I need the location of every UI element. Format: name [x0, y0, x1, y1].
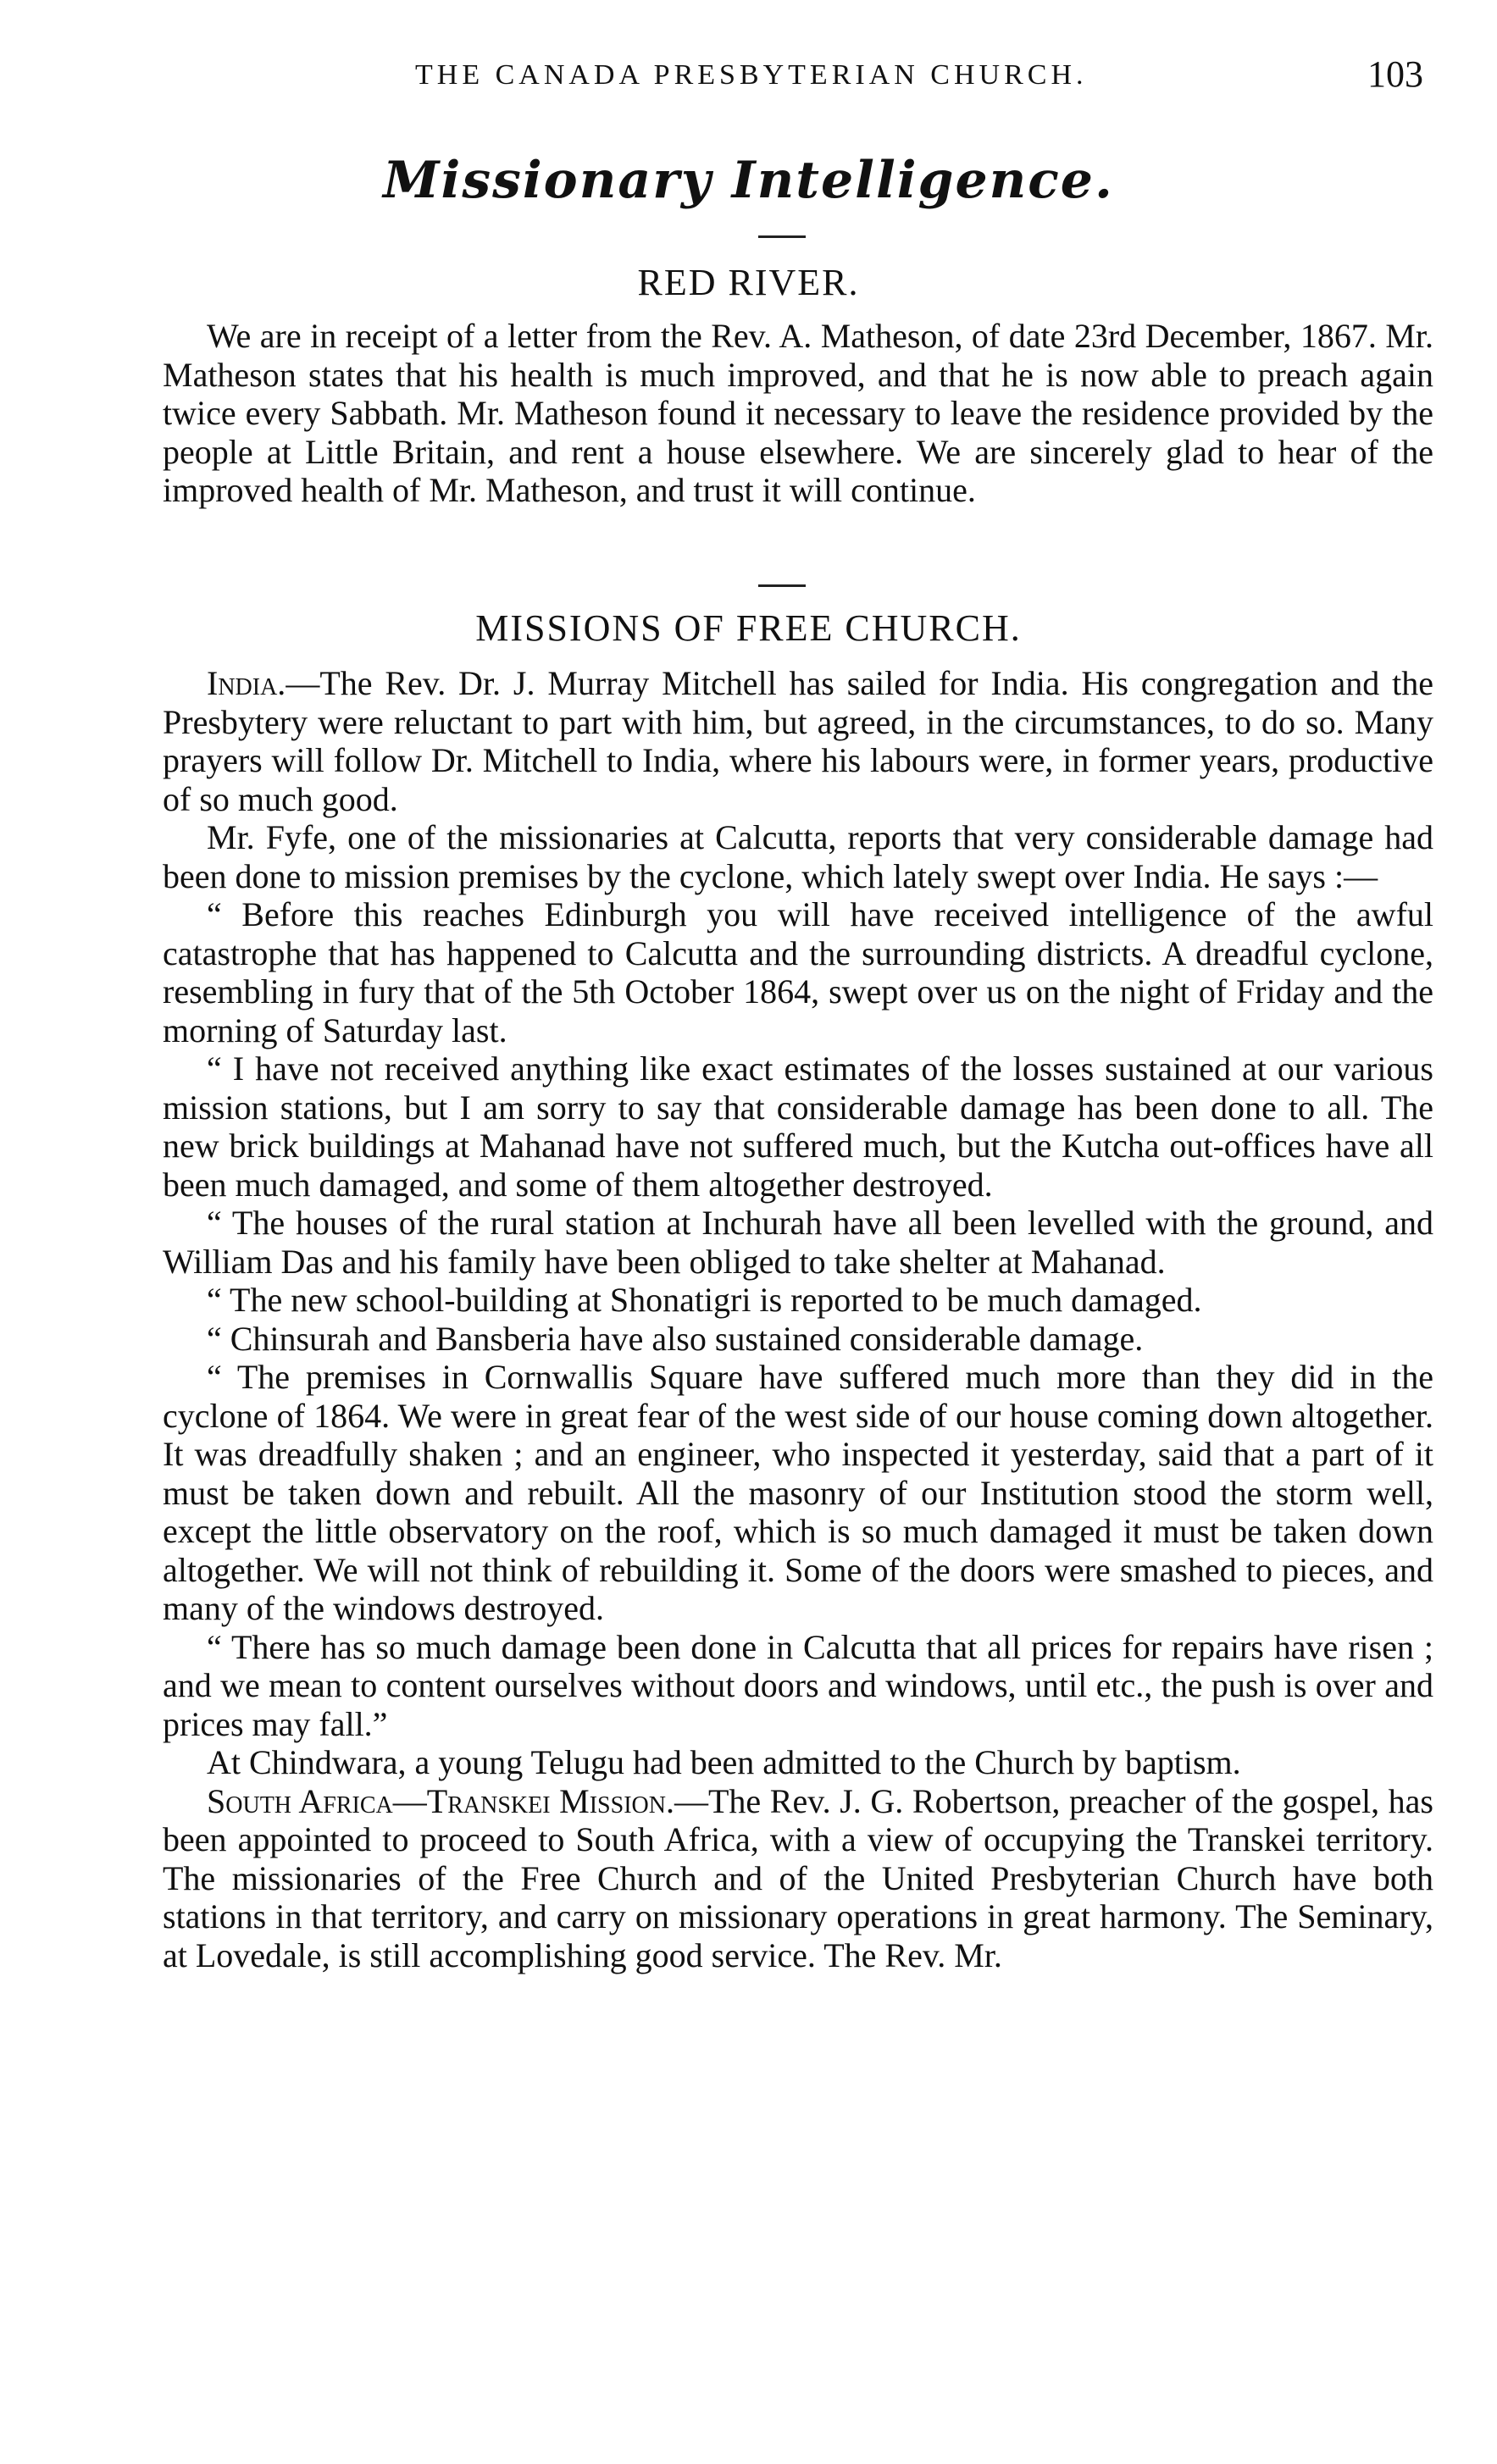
- paragraph: We are in receipt of a letter from the Rev. A. Matheson, of date 23rd December, 1867. Mr. Matheson states that his health is much improved, and that he is now able to preach again twice every Sabbath. Mr. Matheson found it necessary to leave the residence provided by the people at Little Britain, and rent a house elsewhere. We are sincerely glad to hear of the improved health of Mr. Matheson, and trust it will continue.: [163, 317, 1433, 509]
- paragraph: “ Chinsurah and Bansberia have also sustained considerable damage.: [207, 1319, 1144, 1358]
- paragraph: “ I have not received anything like exact estimates of the losses sustained at our various mission stations, but I am sorry to say that considerable damage has been done to all. The new brick buildings at Mahanad have not suffered much, but the Kutcha out-offices have all been much damaged, and some of them altogether destroyed.: [163, 1049, 1433, 1204]
- divider-rule: [758, 235, 806, 238]
- section-heading-free-church: MISSIONS OF FREE CHURCH.: [475, 607, 1022, 649]
- paragraph: “ Before this reaches Edinburgh you will have received intelligence of the awful catastrophe that has happened to Calcutta and the surrounding districts. A dreadful cyclone, resembling in fury that of the 5th October 1864, swept over us on the night of Friday and the morning of Saturday last.: [163, 895, 1433, 1049]
- india-text: —The Rev. Dr. J. Murray Mitchell has sailed for India. His congregation and the Presbytery were reluctant to part with him, but agreed, in the circumstances, to do so. Many prayers will follow Dr. Mitchell to India, where his labours were, in former years, productive of so much good.: [163, 664, 1433, 818]
- free-church-text: [163, 664, 1433, 1974]
- divider-rule: [758, 584, 806, 587]
- paragraph: “ There has so much damage been done in Calcutta that all prices for repairs have risen ; and we mean to content ourselves without doors and windows, until etc., the push is over and prices may fall.”: [163, 1627, 1433, 1743]
- page-number: 103: [1367, 53, 1423, 95]
- main-title: Missionary Intelligence.: [383, 151, 1114, 210]
- paragraph: “ The new school-building at Shonatigri is reported to be much damaged.: [207, 1281, 1202, 1319]
- paragraph-south-africa: [163, 1782, 1433, 1975]
- south-africa-label: South Africa—Transkei Mission.: [207, 1781, 674, 1820]
- india-label: India.: [207, 664, 286, 702]
- south-africa-text: —The Rev. J. G. Robertson, preacher of the gospel, has been appointed to proceed to South Africa, with a view of occupying the Transkei territory. The missionaries of the Free Church and of the United Presbyterian Church have both stations in that territory, and carry on missionary operations in great harmony. The Seminary, at Lovedale, is still accomplishing good service. The Rev. Mr.: [163, 1781, 1433, 1974]
- red-river-text: [163, 317, 1433, 510]
- paragraph: “ The houses of the rural station at Inchurah have all been levelled with the ground, and William Das and his family have been obliged to take shelter at Mahanad.: [163, 1204, 1433, 1281]
- paragraph: “ The premises in Cornwallis Square have suffered much more than they did in the cyclone of 1864. We were in great fear of the west side of our house coming down altogether. It was dreadfully shaken ; and an engineer, who inspected it yesterday, said that a part of it must be taken down and rebuilt. All the masonry of our Institution stood the storm well, except the little observatory on the roof, which is so much damaged it must be taken down altogether. We will not think of rebuilding it. Some of the doors were smashed to pieces, and many of the windows destroyed.: [163, 1358, 1433, 1627]
- running-head: [161, 53, 1457, 103]
- section-heading-red-river: RED RIVER.: [637, 262, 860, 303]
- paragraph-india: [163, 664, 1433, 818]
- paragraph: At Chindwara, a young Telugu had been admitted to the Church by baptism.: [207, 1743, 1241, 1781]
- paragraph: Mr. Fyfe, one of the missionaries at Calcutta, reports that very considerable damage had been done to mission premises by the cyclone, which lately swept over India. He says :—: [163, 818, 1433, 895]
- running-title: THE CANADA PRESBYTERIAN CHURCH.: [415, 59, 1088, 91]
